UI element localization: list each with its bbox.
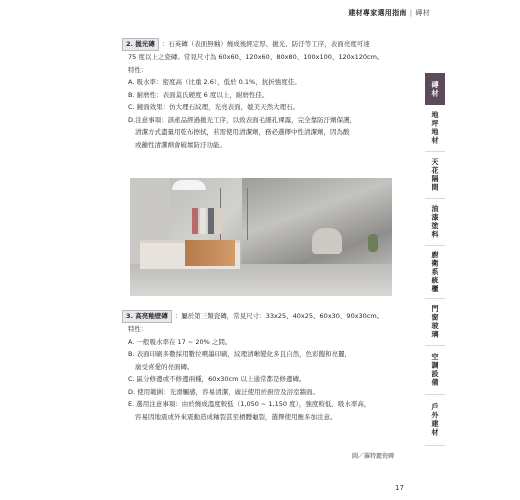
feature-item: D.注意事項：該產品經過拋光工序，以致表面毛細孔裸露，完全靠防汙劑保護， [128, 115, 357, 124]
potted-plant [368, 234, 378, 252]
feature-item: E. 選用注意事項：由於燒成溫度較低（1,050 ~ 1,150 度），強度較低、吸水率高， [128, 400, 371, 408]
tab-paint[interactable]: 油漆塗料 [425, 199, 445, 246]
section-intro: ：屬於第三類瓷磚，常見尺寸：33x25、40x25、60x30、90x30cm。 [174, 312, 384, 321]
feature-item: B. 耐磨性：表面莫氏硬度 6 度以上，耐磨性佳。 [128, 90, 269, 99]
tab-tiles[interactable]: 磚材 [425, 73, 445, 105]
header-separator: | [409, 9, 413, 17]
tab-kitchen-bath-cabinets[interactable]: 廚衛系統櫃 [425, 246, 445, 299]
feature-item-cont: 或鹼性清潔劑會破壞防汙功能。 [135, 140, 226, 149]
running-header [348, 8, 430, 18]
tab-doors-windows-glass[interactable]: 門窗玻璃 [425, 299, 445, 346]
section-intro-cont: 75 度以上之瓷磚。常見尺寸為 60x60、120x60、80x80、100x100、120x120cm。 [128, 53, 384, 61]
feature-item: A. 一般吸水率在 17 ~ 20% 之間。 [128, 337, 232, 346]
pendant-lamp [172, 180, 206, 190]
chapter-name: 磚材 [415, 9, 430, 17]
feature-item: C. 區分修邊或不修邊兩種，60x30cm 以上通常都是修邊磚。 [128, 375, 306, 383]
feature-item: D. 使用範圍：光滑觸感，容易清潔，廣泛使用於廚房及浴室牆面。 [128, 387, 320, 396]
tab-hvac[interactable]: 空調設備 [425, 346, 445, 395]
feature-title: 特性： [128, 65, 148, 74]
section-intro: ：石英磚（表面無釉）燒成後經定厚、拋光、防汙等工序，表面亮度可達 [161, 40, 370, 49]
clothing-rack [190, 208, 234, 236]
tab-outdoor-materials[interactable]: 戶外建材 [425, 395, 445, 446]
feature-item-cont: 廣受喜愛的亮面磚。 [135, 362, 194, 371]
page-number: 17 [395, 484, 404, 492]
chapter-tabs [425, 73, 445, 446]
section-heading: 3. 高亮釉壁磚 [122, 310, 172, 323]
book-title: 建材專家選用指南 [348, 9, 407, 17]
lounge-chair [312, 228, 342, 254]
section-glazed-wall-tile [122, 310, 422, 423]
section-polished-tile [122, 38, 422, 151]
photo-credit: 圖／羅特麗瓷磚 [352, 453, 395, 460]
section-heading: 2. 拋光磚 [122, 38, 159, 51]
feature-title: 特性： [128, 325, 148, 333]
feature-item: B. 表面印刷多數採用數位噴墨印刷，紋理清晰變化多且自然，色彩飽和亮麗， [128, 350, 352, 358]
tab-ceiling-partition[interactable]: 天花隔間 [425, 152, 445, 199]
showroom-photo [130, 178, 392, 296]
feature-item-cont: 容易因地震或外來震動造成釉裂甚至槓體龜裂，選擇使用應多加注意。 [135, 412, 337, 421]
feature-item: C. 鏡面效果：仿大理石紋理，光亮表面，媲美天然大理石。 [128, 103, 300, 111]
feature-item-cont: 清潔方式盡量用乾布擦拭，若需使用清潔劑，務必選擇中性清潔劑，因為酸 [135, 128, 350, 136]
wood-counter [185, 240, 235, 266]
feature-item: A. 吸水率：密度高（比重 2.6），低於 0.1%，抗折強度佳。 [128, 78, 301, 86]
tab-flooring[interactable]: 地坪地材 [425, 105, 445, 152]
